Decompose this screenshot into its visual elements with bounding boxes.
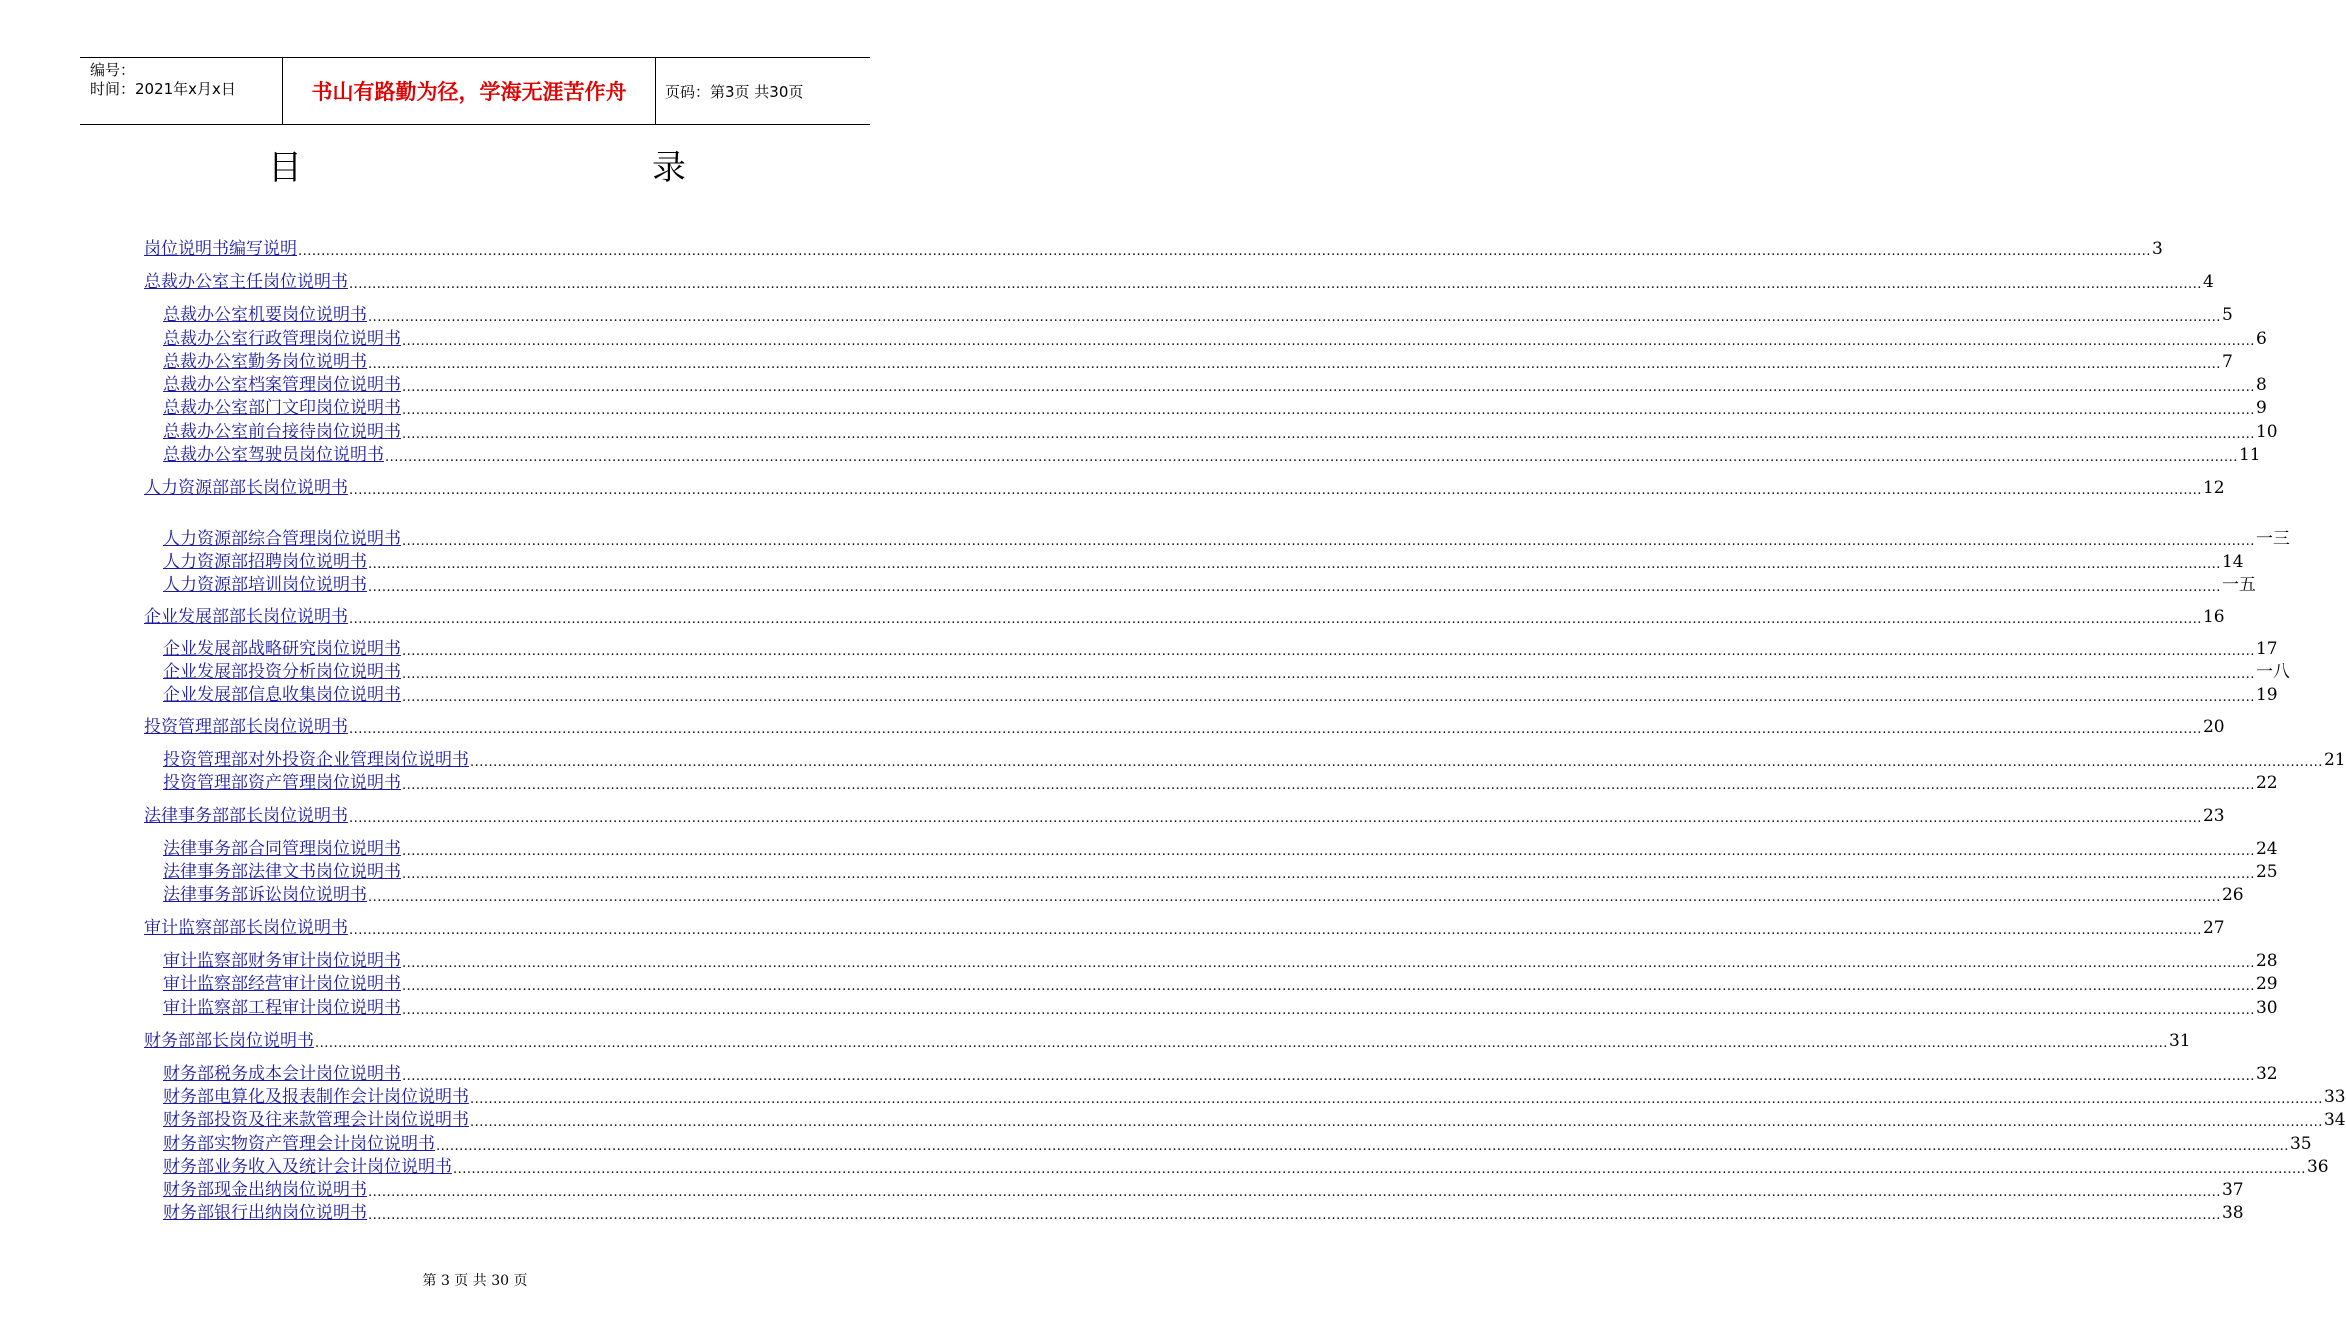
toc-entry[interactable] [144,715,2225,738]
toc-entry[interactable] [163,1085,2346,1108]
toc-entry-link[interactable]: 企业发展部投资分析岗位说明书 [163,662,401,682]
toc-entry-link[interactable]: 审计监察部部长岗位说明书 [144,918,348,938]
toc-entry-link[interactable]: 总裁办公室档案管理岗位说明书 [163,375,401,395]
page-header [80,57,870,125]
toc-entry-link[interactable]: 法律事务部法律文书岗位说明书 [163,862,401,882]
toc-leader-dots: ................................................................................................................................................................................................................................................................................................................................................................................................................ [298,244,2151,259]
toc-entry[interactable] [163,396,2267,419]
toc-entry[interactable] [163,373,2267,396]
toc-entry-link[interactable]: 总裁办公室部门文印岗位说明书 [163,398,401,418]
toc-page-number: 7 [2221,352,2233,372]
toc-entry-link[interactable]: 总裁办公室驾驶员岗位说明书 [163,445,384,465]
toc-title-part2: 录 [652,148,686,188]
toc-page-number: 32 [2255,1064,2278,1084]
toc-leader-dots: ................................................................................................................................................................................................................................................................................................................................................................................................................ [368,580,2221,595]
toc-leader-dots: ................................................................................................................................................................................................................................................................................................................................................................................................................ [368,1208,2221,1223]
toc-page-number: 10 [2255,422,2278,442]
toc-entry-link[interactable]: 投资管理部部长岗位说明书 [144,717,348,737]
toc-entry[interactable] [163,1062,2278,1085]
toc-entry-link[interactable]: 财务部现金出纳岗位说明书 [163,1180,367,1200]
toc-page-number: 22 [2255,773,2278,793]
toc-leader-dots: ................................................................................................................................................................................................................................................................................................................................................................................................................ [402,380,2255,395]
toc-entry[interactable] [163,637,2278,660]
toc-leader-dots: ................................................................................................................................................................................................................................................................................................................................................................................................................ [402,667,2255,682]
toc-leader-dots: ................................................................................................................................................................................................................................................................................................................................................................................................................ [349,277,2202,292]
toc-entry-link[interactable]: 法律事务部诉讼岗位说明书 [163,885,367,905]
toc-entry[interactable] [163,1108,2346,1131]
toc-leader-dots: ................................................................................................................................................................................................................................................................................................................................................................................................................ [402,956,2255,971]
toc-page-number: 一三 [2255,529,2290,549]
toc-entry-link[interactable]: 财务部电算化及报表制作会计岗位说明书 [163,1087,469,1107]
toc-page-number: 5 [2221,305,2233,325]
toc-page-number: 31 [2168,1031,2191,1051]
toc-leader-dots: ................................................................................................................................................................................................................................................................................................................................................................................................................ [349,483,2202,498]
toc-entry[interactable] [144,270,2214,293]
toc-entry[interactable] [163,949,2278,972]
toc-entry-link[interactable]: 企业发展部信息收集岗位说明书 [163,685,401,705]
toc-entry[interactable] [144,1029,2191,1052]
toc-page-number: 37 [2221,1180,2244,1200]
toc-entry-link[interactable]: 人力资源部部长岗位说明书 [144,478,348,498]
toc-page-number: 6 [2255,329,2267,349]
toc-page-number: 26 [2221,885,2244,905]
toc-page-number: 19 [2255,685,2278,705]
toc-entry[interactable] [163,550,2244,573]
toc-page-number: 17 [2255,639,2278,659]
toc-entry-link[interactable]: 总裁办公室行政管理岗位说明书 [163,329,401,349]
toc-leader-dots: ................................................................................................................................................................................................................................................................................................................................................................................................................ [402,844,2255,859]
toc-page-number: 4 [2202,272,2214,292]
toc-entry[interactable] [144,804,2225,827]
toc-leader-dots: ................................................................................................................................................................................................................................................................................................................................................................................................................ [368,890,2221,905]
toc-page-number: 23 [2202,806,2225,826]
toc-entry[interactable] [163,303,2233,326]
toc-entry-link[interactable]: 法律事务部部长岗位说明书 [144,806,348,826]
toc-leader-dots: ................................................................................................................................................................................................................................................................................................................................................................................................................ [368,1185,2221,1200]
toc-page-number: 8 [2255,375,2267,395]
toc-entry-link[interactable]: 总裁办公室机要岗位说明书 [163,305,367,325]
toc-leader-dots: ................................................................................................................................................................................................................................................................................................................................................................................................................ [402,1069,2255,1084]
toc-entry-link[interactable]: 审计监察部财务审计岗位说明书 [163,951,401,971]
toc-leader-dots: ................................................................................................................................................................................................................................................................................................................................................................................................................ [402,427,2255,442]
toc-page-number: 一五 [2221,575,2256,595]
toc-page-number: 12 [2202,478,2225,498]
toc-entry[interactable] [163,1155,2329,1178]
toc-entry[interactable] [163,327,2267,350]
toc-entry[interactable] [163,350,2233,373]
toc-leader-dots: ................................................................................................................................................................................................................................................................................................................................................................................................................ [470,1092,2323,1107]
toc-entry-link[interactable]: 法律事务部合同管理岗位说明书 [163,839,401,859]
toc-page-number: 33 [2323,1087,2346,1107]
toc-leader-dots: ................................................................................................................................................................................................................................................................................................................................................................................................................ [349,811,2202,826]
toc-entry-link[interactable]: 财务部实物资产管理会计岗位说明书 [163,1134,435,1154]
toc-page-number: 9 [2255,398,2267,418]
toc-entry-link[interactable]: 投资管理部资产管理岗位说明书 [163,773,401,793]
toc-entry[interactable] [163,443,2261,466]
toc-entry-link[interactable]: 总裁办公室勤务岗位说明书 [163,352,367,372]
toc-entry[interactable] [144,476,2225,499]
toc-leader-dots: ................................................................................................................................................................................................................................................................................................................................................................................................................ [402,690,2255,705]
toc-entry-link[interactable]: 财务部部长岗位说明书 [144,1031,314,1051]
toc-entry-link[interactable]: 投资管理部对外投资企业管理岗位说明书 [163,750,469,770]
toc-page-number: 16 [2202,607,2225,627]
toc-leader-dots: ................................................................................................................................................................................................................................................................................................................................................................................................................ [453,1162,2306,1177]
toc-page-number: 11 [2238,445,2261,465]
toc-entry-link[interactable]: 企业发展部战略研究岗位说明书 [163,639,401,659]
header-page-info: 页码：第3页 共30页 [665,82,804,101]
document-number-label: 编号： [90,61,136,79]
toc-page-number: 30 [2255,998,2278,1018]
toc-entry[interactable] [163,573,2256,596]
toc-leader-dots: ................................................................................................................................................................................................................................................................................................................................................................................................................ [402,534,2255,549]
page-footer: 第 3 页 共 30 页 [422,1273,528,1289]
toc-entry[interactable] [144,916,2225,939]
toc-leader-dots: ................................................................................................................................................................................................................................................................................................................................................................................................................ [349,612,2202,627]
document-date: 时间：2021年x月x日 [90,80,236,98]
toc-leader-dots: ................................................................................................................................................................................................................................................................................................................................................................................................................ [315,1036,2168,1051]
toc-leader-dots: ................................................................................................................................................................................................................................................................................................................................................................................................................ [368,357,2221,372]
toc-entry-link[interactable]: 财务部投资及往来款管理会计岗位说明书 [163,1110,469,1130]
toc-entry[interactable] [163,748,2346,771]
toc-entry-link[interactable]: 人力资源部综合管理岗位说明书 [163,529,401,549]
toc-entry-link[interactable]: 审计监察部工程审计岗位说明书 [163,998,401,1018]
toc-entry[interactable] [144,237,2163,260]
toc-leader-dots: ................................................................................................................................................................................................................................................................................................................................................................................................................ [402,979,2255,994]
toc-page-number: 28 [2255,951,2278,971]
toc-entry[interactable] [163,1201,2244,1224]
toc-entry-link[interactable]: 财务部税务成本会计岗位说明书 [163,1064,401,1084]
toc-entry[interactable] [163,683,2278,706]
toc-entry-link[interactable]: 企业发展部部长岗位说明书 [144,607,348,627]
toc-page-number: 14 [2221,552,2244,572]
toc-entry[interactable] [163,883,2244,906]
toc-entry-link[interactable]: 人力资源部招聘岗位说明书 [163,552,367,572]
header-motto: 书山有路勤为径，学海无涯苦作舟 [282,58,656,124]
toc-page-number: 20 [2202,717,2225,737]
toc-leader-dots: ................................................................................................................................................................................................................................................................................................................................................................................................................ [470,1115,2323,1130]
toc-page-number: 一八 [2255,662,2290,682]
toc-entry[interactable] [163,1132,2312,1155]
toc-entry[interactable] [163,860,2278,883]
toc-page-number: 3 [2151,239,2163,259]
toc-leader-dots: ................................................................................................................................................................................................................................................................................................................................................................................................................ [436,1139,2289,1154]
toc-entry-link[interactable]: 总裁办公室前台接待岗位说明书 [163,422,401,442]
toc-entry-link[interactable]: 总裁办公室主任岗位说明书 [144,272,348,292]
toc-page-number: 36 [2306,1157,2329,1177]
toc-entry-link[interactable]: 人力资源部培训岗位说明书 [163,575,367,595]
toc-entry[interactable] [163,527,2290,550]
toc-leader-dots: ................................................................................................................................................................................................................................................................................................................................................................................................................ [368,557,2221,572]
toc-leader-dots: ................................................................................................................................................................................................................................................................................................................................................................................................................ [349,722,2202,737]
toc-leader-dots: ................................................................................................................................................................................................................................................................................................................................................................................................................ [402,403,2255,418]
toc-leader-dots: ................................................................................................................................................................................................................................................................................................................................................................................................................ [385,450,2238,465]
toc-entry[interactable] [163,771,2278,794]
toc-page-number: 29 [2255,974,2278,994]
header-meta [80,58,282,124]
toc-title-part1: 目 [268,148,302,188]
toc-entry-link[interactable]: 岗位说明书编写说明 [144,239,297,259]
toc-leader-dots: ................................................................................................................................................................................................................................................................................................................................................................................................................ [402,334,2255,349]
toc-leader-dots: ................................................................................................................................................................................................................................................................................................................................................................................................................ [402,778,2255,793]
toc-page-number: 21 [2323,750,2346,770]
toc-leader-dots: ................................................................................................................................................................................................................................................................................................................................................................................................................ [470,755,2323,770]
toc-page-number: 38 [2221,1203,2244,1223]
toc-entry-link[interactable]: 财务部业务收入及统计会计岗位说明书 [163,1157,452,1177]
toc-leader-dots: ................................................................................................................................................................................................................................................................................................................................................................................................................ [402,1003,2255,1018]
toc-page-number: 35 [2289,1134,2312,1154]
toc-leader-dots: ................................................................................................................................................................................................................................................................................................................................................................................................................ [402,867,2255,882]
toc-page-number: 24 [2255,839,2278,859]
toc-entry[interactable] [163,420,2278,443]
toc-page-number: 27 [2202,918,2225,938]
toc-entry[interactable] [163,1178,2244,1201]
toc-entry[interactable] [163,996,2278,1019]
toc-entry-link[interactable]: 财务部银行出纳岗位说明书 [163,1203,367,1223]
toc-entry[interactable] [163,837,2278,860]
toc-page-number: 25 [2255,862,2278,882]
toc-leader-dots: ................................................................................................................................................................................................................................................................................................................................................................................................................ [349,923,2202,938]
toc-entry[interactable] [144,605,2225,628]
toc-page-number: 34 [2323,1110,2346,1130]
toc-leader-dots: ................................................................................................................................................................................................................................................................................................................................................................................................................ [368,310,2221,325]
toc-entry[interactable] [163,972,2278,995]
toc-leader-dots: ................................................................................................................................................................................................................................................................................................................................................................................................................ [402,644,2255,659]
toc-entry-link[interactable]: 审计监察部经营审计岗位说明书 [163,974,401,994]
toc-entry[interactable] [163,660,2290,683]
